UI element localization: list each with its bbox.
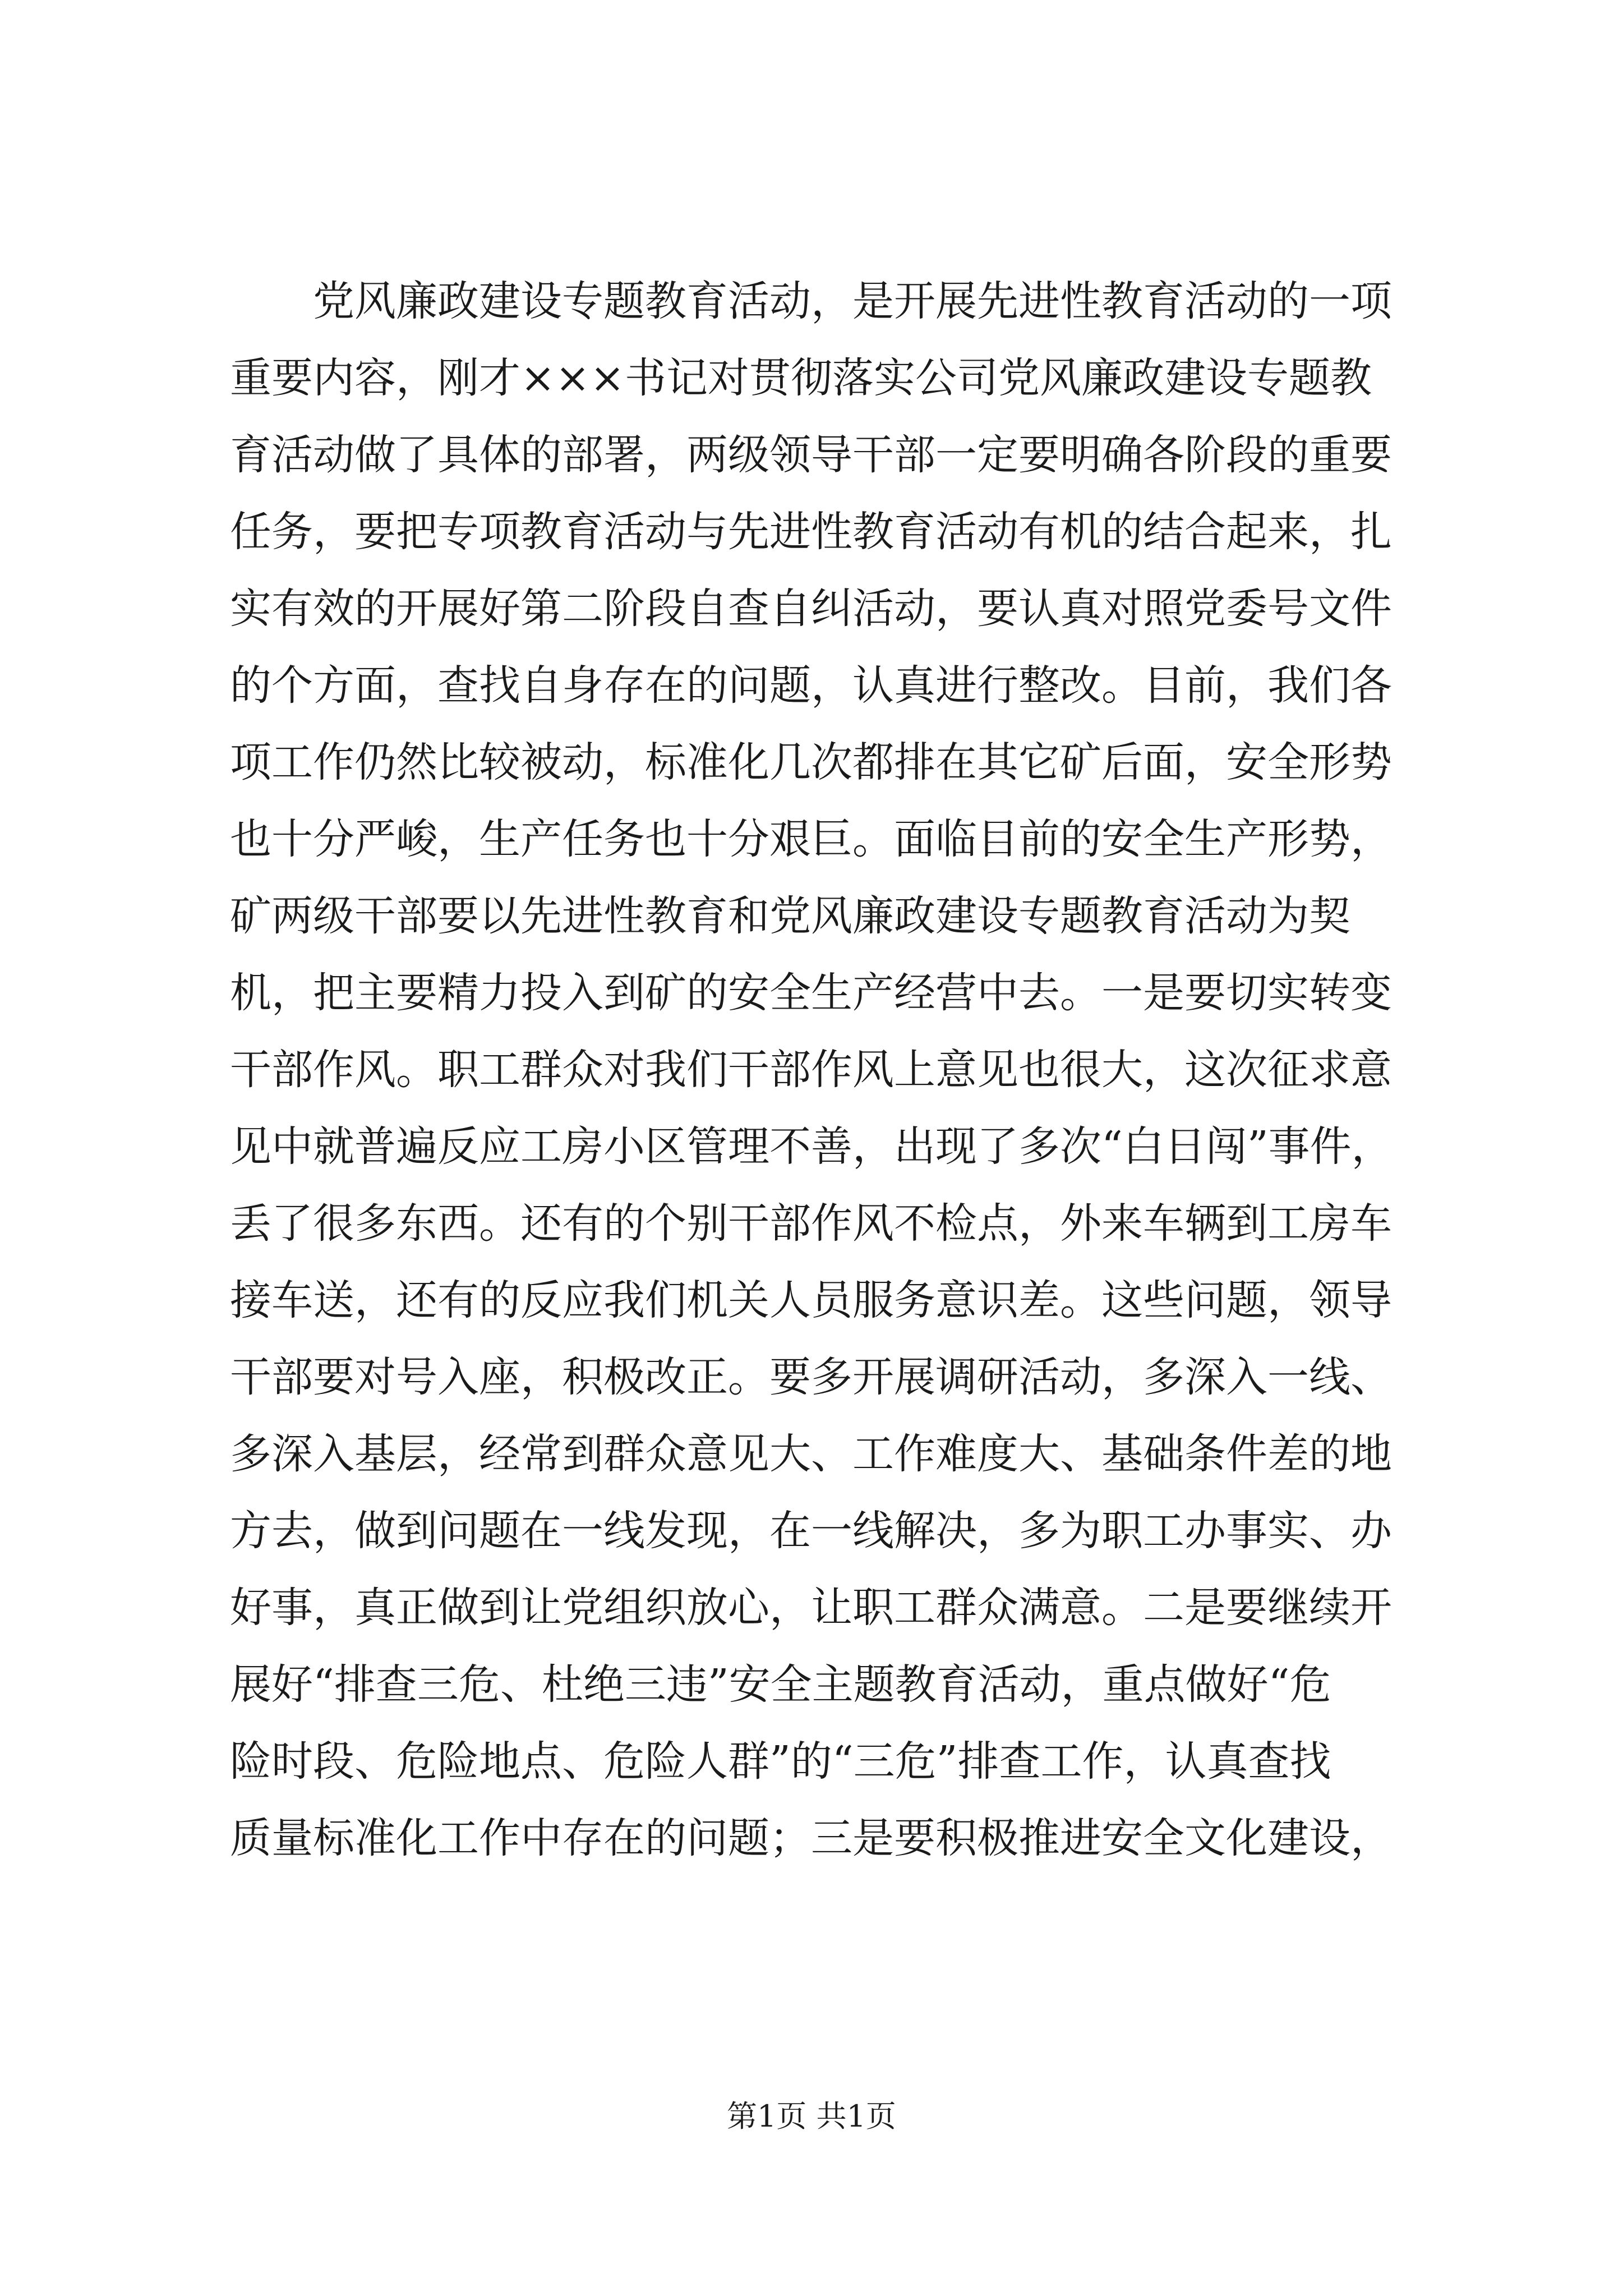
text-line: 干部要对号入座，积极改正。要多开展调研活动，多深入一线、 (230, 1353, 1392, 1401)
text-line: 质量标准化工作中存在的问题；三是要积极推进安全文化建设， (230, 1814, 1392, 1862)
text-line: 任务，要把专项教育活动与先进性教育活动有机的结合起来，扎 (230, 508, 1392, 556)
text-line: 育活动做了具体的部署，两级领导干部一定要明确各阶段的重要 (230, 431, 1392, 479)
text-line: 丢了很多东西。还有的个别干部作风不检点，外来车辆到工房车 (230, 1199, 1392, 1248)
text-line: 方去，做到问题在一线发现，在一线解决，多为职工办事实、办 (230, 1507, 1392, 1555)
text-line: 见中就普遍反应工房小区管理不善，出现了多次“白日闯”事件， (230, 1122, 1393, 1171)
text-line: 机，把主要精力投入到矿的安全生产经营中去。一是要切实转变 (230, 969, 1392, 1017)
text-line: 险时段、危险地点、危险人群”的“三危”排查工作，认真查找 (230, 1737, 1331, 1786)
text-line: 重要内容，刚才×××书记对贯彻落实公司党风廉政建设专题教 (230, 354, 1372, 402)
text-line: 也十分严峻，生产任务也十分艰巨。面临目前的安全生产形势， (230, 815, 1392, 863)
text-line: 干部作风。职工群众对我们干部作风上意见也很大，这次征求意 (230, 1046, 1392, 1094)
text-line: 接车送，还有的反应我们机关人员服务意识差。这些问题，领导 (230, 1276, 1392, 1324)
text-line: 多深入基层，经常到群众意见大、工作难度大、基础条件差的地 (230, 1430, 1392, 1478)
text-line: 党风廉政建设专题教育活动，是开展先进性教育活动的一项 (230, 277, 1392, 325)
text-line: 好事，真正做到让党组织放心，让职工群众满意。二是要继续开 (230, 1584, 1392, 1632)
text-line: 项工作仍然比较被动，标准化几次都排在其它矿后面，安全形势 (230, 738, 1392, 786)
text-line: 矿两级干部要以先进性教育和党风廉政建设专题教育活动为契 (230, 892, 1350, 940)
text-line: 展好“排查三危、杜绝三违”安全主题教育活动，重点做好“危 (230, 1660, 1331, 1709)
text-line: 实有效的开展好第二阶段自查自纠活动，要认真对照党委号文件 (230, 585, 1392, 633)
page-number-footer: 第1页 共1页 (727, 2099, 896, 2134)
text-line: 的个方面，查找自身存在的问题，认真进行整改。目前，我们各 (230, 661, 1392, 710)
